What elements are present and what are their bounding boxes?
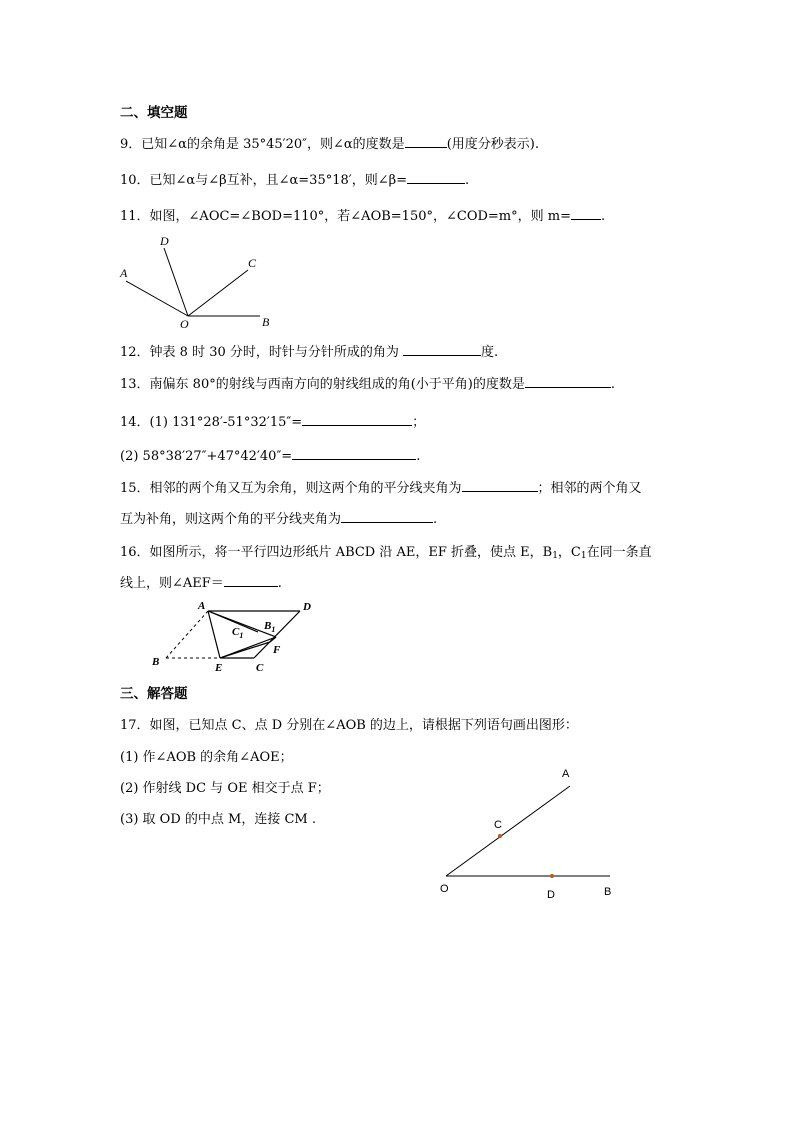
question-10-tail: . bbox=[465, 173, 470, 188]
figure-17-angle-aob bbox=[434, 762, 624, 902]
question-17-step-1: (1) 作∠AOB 的余角∠AOE； bbox=[120, 750, 293, 765]
question-14b-tail: . bbox=[416, 449, 421, 464]
question-11-tail: . bbox=[600, 209, 606, 224]
point-d bbox=[550, 874, 554, 878]
label-a: A bbox=[198, 600, 206, 612]
question-15b-text: 互为补角，则这两个角的平分线夹角为 bbox=[120, 512, 342, 527]
edge-ab-dashed bbox=[166, 611, 208, 658]
label-o: O bbox=[440, 883, 449, 895]
question-9-tail: (用度分秒表示). bbox=[446, 137, 539, 152]
question-13-text: 13．南偏东 80°的射线与西南方向的射线组成的角(小于平角)的度数是 bbox=[120, 377, 525, 392]
answer-blank[interactable] bbox=[341, 510, 433, 523]
label-a: A bbox=[562, 768, 570, 780]
label-b: B bbox=[262, 315, 270, 329]
label-b: B bbox=[152, 656, 160, 668]
question-12-tail: 度. bbox=[481, 345, 499, 360]
question-16a-text: 16．如图所示，将一平行四边形纸片 ABCD 沿 AE，EF 折叠，使点 E，B bbox=[120, 545, 553, 560]
label-a: A bbox=[120, 266, 128, 280]
question-16a-mid: ，C bbox=[557, 545, 581, 560]
ray-oa bbox=[446, 786, 570, 876]
question-16a-tail: 在同一条直 bbox=[586, 545, 652, 560]
question-13-tail: . bbox=[610, 377, 616, 392]
answer-blank[interactable] bbox=[525, 375, 611, 388]
question-12-text: 12．钟表 8 时 30 分时，时针与分针所成的角为 bbox=[120, 345, 399, 360]
subscript-1: 1 bbox=[580, 551, 587, 561]
question-17-step-2: (2) 作射线 DC 与 OE 相交于点 F； bbox=[120, 781, 330, 796]
question-15-line-1 bbox=[120, 479, 642, 498]
question-9 bbox=[120, 135, 539, 154]
question-15-line-2 bbox=[120, 510, 437, 529]
label-e: E bbox=[215, 662, 223, 674]
label-c1: $C_1$ bbox=[232, 626, 244, 640]
question-14-part-1 bbox=[120, 413, 425, 432]
question-14a-text: 14．(1) 131°28′-51°32′15″= bbox=[120, 415, 303, 430]
label-d: D bbox=[547, 889, 555, 901]
answer-blank[interactable] bbox=[302, 413, 412, 426]
point-c bbox=[498, 834, 502, 838]
answer-blank[interactable] bbox=[224, 574, 278, 587]
question-9-text: 9．已知∠α的余角是 35°45′20″，则∠α的度数是 bbox=[120, 137, 405, 152]
question-15a-tail: ；相邻的两个角又 bbox=[537, 481, 642, 496]
question-17-intro: 17．如图，已知点 C、点 D 分别在∠AOB 的边上，请根据下列语句画出图形： bbox=[120, 718, 578, 733]
section-heading-fill-blank: 二、填空题 bbox=[120, 105, 188, 121]
label-o: O bbox=[180, 317, 189, 331]
question-15a-text: 15．相邻的两个角又互为余角，则这两个角的平分线夹角为 bbox=[120, 481, 462, 496]
answer-blank[interactable] bbox=[407, 171, 465, 184]
label-b: B bbox=[604, 886, 612, 898]
question-16b-tail: . bbox=[277, 576, 282, 591]
question-16-line-2 bbox=[120, 574, 282, 593]
label-c: C bbox=[256, 662, 264, 674]
label-c: C bbox=[494, 819, 502, 831]
ray-oc bbox=[188, 270, 248, 316]
answer-blank[interactable] bbox=[462, 479, 538, 492]
subscript-1: 1 bbox=[552, 551, 558, 561]
question-14-part-2 bbox=[120, 447, 420, 466]
label-f: F bbox=[273, 644, 281, 656]
question-11 bbox=[120, 207, 605, 226]
answer-blank[interactable] bbox=[403, 343, 481, 356]
answer-blank[interactable] bbox=[571, 207, 601, 220]
label-b1: $B_1$ bbox=[264, 620, 276, 634]
ray-oa bbox=[126, 281, 188, 316]
fold-ae bbox=[208, 611, 220, 658]
answer-blank[interactable] bbox=[292, 447, 416, 460]
question-16b-text: 线上，则∠AEF＝ bbox=[120, 576, 224, 591]
question-11-text: 11．如图，∠AOC=∠BOD=110°，若∠AOB=150°，∠COD=m°，则 m= bbox=[120, 209, 571, 224]
question-12 bbox=[120, 343, 498, 362]
label-d: D bbox=[303, 601, 311, 613]
figure-11-angles bbox=[110, 228, 280, 333]
label-c: C bbox=[248, 256, 257, 270]
ray-od bbox=[164, 248, 188, 316]
question-15b-tail: . bbox=[433, 512, 438, 527]
section-heading-solutions: 三、解答题 bbox=[120, 686, 188, 702]
question-10-text: 10．已知∠α与∠β互补，且∠α=35°18′，则∠β= bbox=[120, 173, 408, 188]
answer-blank[interactable] bbox=[405, 135, 447, 148]
question-17-step-3: (3) 取 OD 的中点 M，连接 CM . bbox=[120, 812, 316, 827]
question-13 bbox=[120, 375, 615, 394]
figure-16-folded-parallelogram bbox=[148, 596, 328, 678]
label-d: D bbox=[160, 234, 169, 248]
question-14b-text: (2) 58°38′27″+47°42′40″= bbox=[120, 449, 293, 464]
question-10 bbox=[120, 171, 469, 190]
question-14a-tail: ； bbox=[412, 415, 426, 430]
question-16-line-1 bbox=[120, 544, 652, 565]
